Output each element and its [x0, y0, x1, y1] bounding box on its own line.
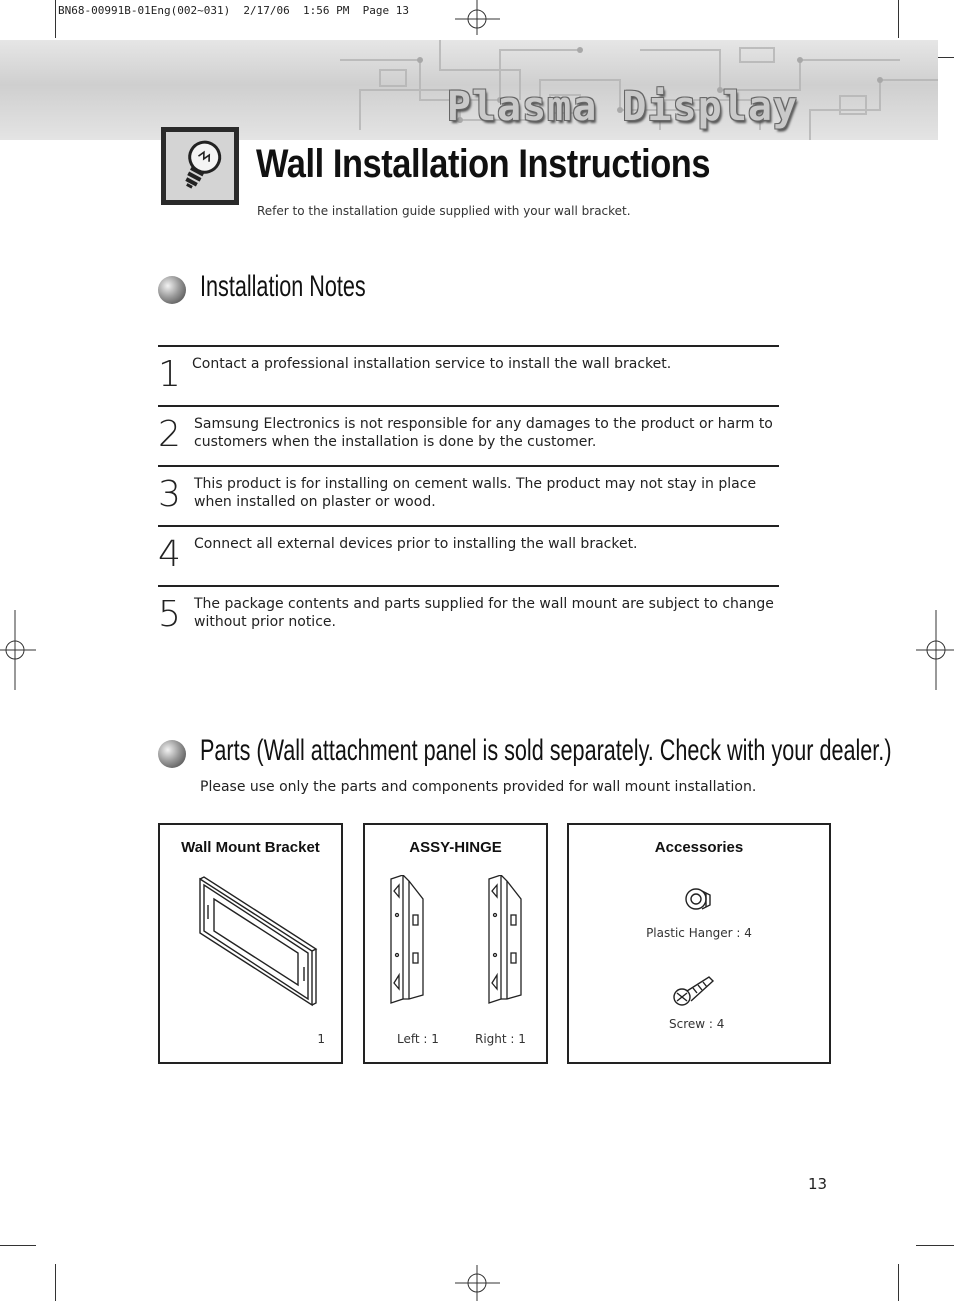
- page-number: 13: [808, 1175, 828, 1193]
- note-text: This product is for installing on cement walls. The product may not stay in place when installed on plaster or wood.: [194, 476, 757, 510]
- screw-icon: [673, 973, 715, 1007]
- note-item: [158, 585, 779, 645]
- note-number: 1: [158, 354, 181, 395]
- note-number: 3: [158, 474, 181, 515]
- hinge-right-quantity: Right : 1: [475, 1032, 526, 1046]
- page-title: Wall Installation Instructions: [256, 142, 711, 186]
- note-item: [158, 345, 779, 405]
- note-item: [158, 405, 779, 465]
- parts-heading: Parts (Wall attachment panel is sold separately. Check with your dealer.): [200, 734, 892, 767]
- tip-icon-box: [161, 127, 239, 205]
- section-bullet-icon: [158, 276, 186, 304]
- note-number: 4: [158, 534, 181, 575]
- note-number: 2: [158, 414, 181, 455]
- note-number: 5: [158, 594, 181, 635]
- accessories-box: [567, 823, 831, 1064]
- note-text: Contact a professional installation service to install the wall bracket.: [192, 356, 672, 372]
- assy-hinge-box: [363, 823, 548, 1064]
- registration-mark-bottom-icon: [455, 1265, 500, 1301]
- header-banner: [0, 40, 938, 140]
- hinge-right-illustration-icon: [485, 875, 525, 1005]
- wall-bracket-illustration-icon: [194, 875, 322, 1011]
- registration-mark-top-icon: [455, 0, 500, 35]
- installation-notes-list: [158, 345, 779, 645]
- note-text: Connect all external devices prior to installing the wall bracket.: [194, 536, 638, 552]
- plastic-hanger-icon: [682, 885, 714, 913]
- note-item: [158, 525, 779, 585]
- box-title: Wall Mount Bracket: [181, 839, 320, 856]
- note-text: The package contents and parts supplied for the wall mount are subject to change without prior notice.: [194, 596, 774, 630]
- section-bullet-icon: [158, 740, 186, 768]
- banner-title: Plasma Display: [446, 84, 798, 130]
- installation-notes-heading: Installation Notes: [200, 270, 366, 303]
- registration-mark-left-icon: [0, 610, 36, 690]
- parts-subtitle: Please use only the parts and components provided for wall mount installation.: [200, 779, 757, 795]
- screw-quantity: Screw : 4: [669, 1017, 725, 1031]
- bracket-quantity: 1: [317, 1032, 325, 1046]
- plastic-hanger-quantity: Plastic Hanger : 4: [646, 926, 752, 940]
- box-title: Accessories: [654, 839, 744, 856]
- wall-mount-bracket-box: [158, 823, 343, 1064]
- hinge-left-quantity: Left : 1: [397, 1032, 439, 1046]
- page-subtitle: Refer to the installation guide supplied with your wall bracket.: [257, 204, 631, 218]
- note-item: [158, 465, 779, 525]
- print-slug: BN68-00991B-01Eng(002~031) 2/17/06 1:56 PM Page 13: [58, 4, 409, 17]
- lightbulb-icon: [166, 132, 234, 200]
- box-title: ASSY-HINGE: [409, 839, 502, 856]
- registration-mark-right-icon: [916, 610, 954, 690]
- note-text: Samsung Electronics is not responsible for any damages to the product or harm to customers when the installation is done by the customer.: [194, 416, 773, 450]
- hinge-left-illustration-icon: [387, 875, 427, 1005]
